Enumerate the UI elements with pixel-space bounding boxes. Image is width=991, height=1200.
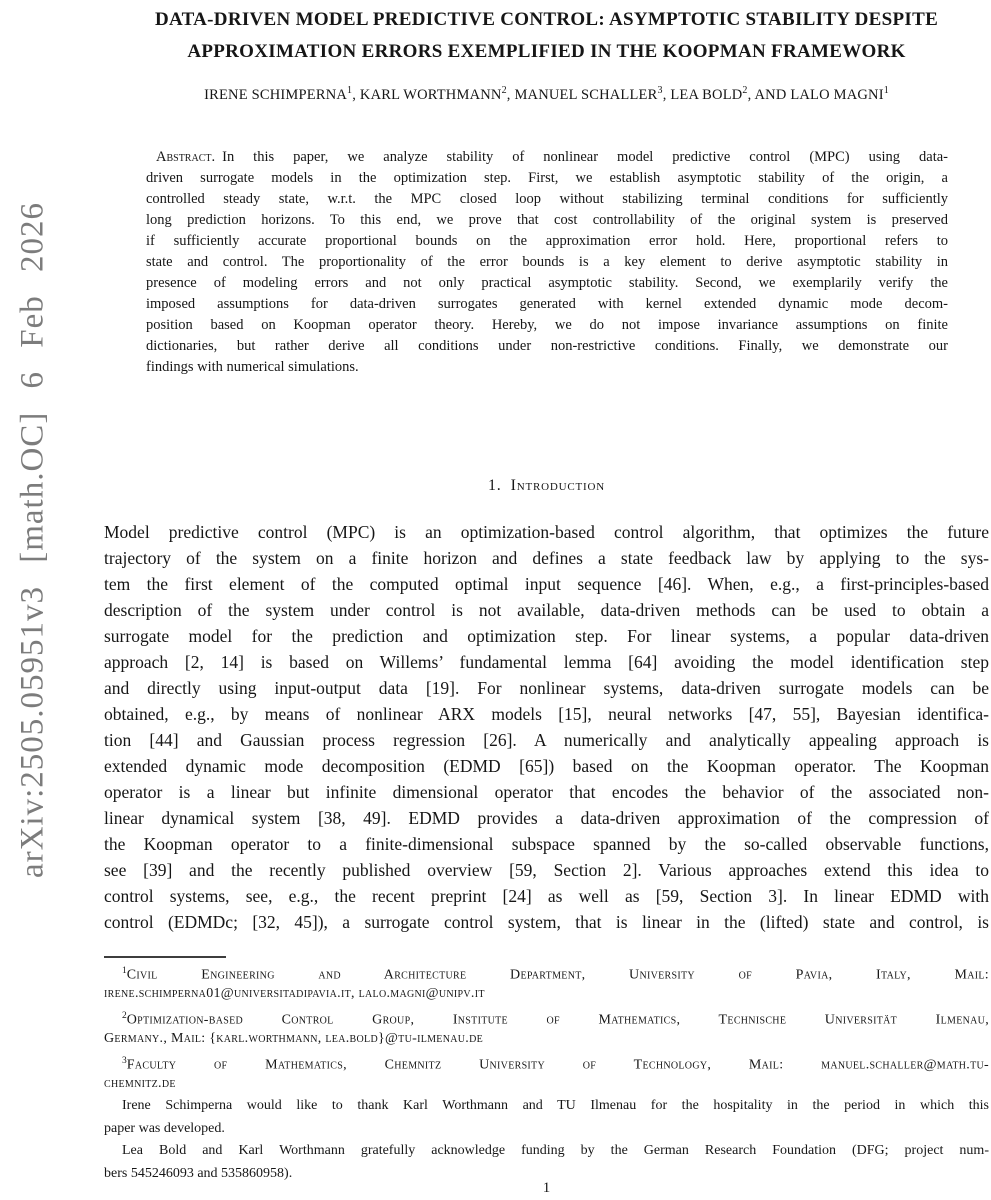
body-line: tion [44] and Gaussian process regression [26]. A numerically and analytically appealing approach is	[104, 730, 989, 750]
body-paragraph	[104, 519, 989, 935]
footnote-marker: 3	[122, 1056, 127, 1066]
footnote-line: irene.schimperna01@universitadipavia.it, lalo.magni@unipv.it	[104, 985, 485, 1001]
footnote-line: chemnitz.de	[104, 1075, 176, 1091]
footnote-line: Germany., Mail: {karl.worthmann, lea.bold}@tu-ilmenau.de	[104, 1030, 483, 1046]
body-line: control (EDMDc; [32, 45]), a surrogate control system, that is linear in the (lifted) state and control, is	[104, 912, 989, 932]
abstract-block	[146, 147, 948, 378]
footnote-marker: 1	[122, 966, 127, 976]
abstract-line: imposed assumptions for data-driven surrogates generated with kernel extended dynamic mode decom-	[146, 296, 948, 312]
footnote-line: Irene Schimperna would like to thank Karl Worthmann and TU Ilmenau for the hospitality in the period in which this	[122, 1098, 989, 1113]
footnote-line: Lea Bold and Karl Worthmann gratefully acknowledge funding by the German Research Foundation (DFG; project num-	[122, 1143, 989, 1158]
body-line: trajectory of the system on a finite horizon and defines a state feedback law by applying to the sys-	[104, 548, 989, 568]
authors-line: IRENE SCHIMPERNA$^1$, KARL WORTHMANN$^2$, MANUEL SCHALLER$^3$, LEA BOLD$^2$, AND LALO MAGNI$^1$	[204, 85, 889, 103]
abstract-line: controlled steady state, w.r.t. the MPC closed loop without stabilizing terminal conditions for sufficiently	[146, 191, 948, 207]
paper-title-line: APPROXIMATION ERRORS EXEMPLIFIED IN THE KOOPMAN FRAMEWORK	[187, 41, 906, 62]
footnote-line: $^3$Faculty of Mathematics, Chemnitz University of Technology, Mail: manuel.schaller@math.tu-	[122, 1056, 989, 1073]
body-line: surrogate model for the prediction and optimization step. For linear systems, a popular data-driven	[104, 626, 989, 646]
body-line: description of the system under control is not available, data-driven methods can be used to obtain a	[104, 600, 989, 620]
author-affiliation-marker: 3	[657, 85, 663, 96]
abstract-line: long prediction horizons. To this end, we prove that cost controllability of the original system is preserved	[146, 212, 948, 228]
abstract-line: if sufficiently accurate proportional bounds on the approximation error hold. Here, proportional refers to	[146, 233, 948, 249]
body-line: approach [2, 14] is based on Willems’ fundamental lemma [64] avoiding the model identification step	[104, 652, 989, 672]
body-line: and directly using input-output data [19]. For nonlinear systems, data-driven surrogate models can be	[104, 678, 989, 698]
abstract-line: Abstract. In this paper, we analyze stability of nonlinear model predictive control (MPC) using data-	[156, 149, 948, 165]
arxiv-watermark: arXiv:2505.05951v3 [math.OC] 6 Feb 2026	[14, 201, 51, 879]
footnote-line: $^1$Civil Engineering and Architecture Department, University of Pavia, Italy, Mail:	[122, 966, 989, 983]
abstract-line: state and control. The proportionality of the error bounds is a key element to derive asymptotic stability in	[146, 254, 948, 270]
body-line: see [39] and the recently published overview [59, Section 2]. Various approaches extend this idea to	[104, 860, 989, 880]
paper-title	[104, 4, 989, 68]
body-line: operator is a linear but infinite dimensional operator that encodes the behavior of the associated non-	[104, 782, 989, 802]
footnote-rule	[104, 956, 226, 958]
author-affiliation-marker: 1	[883, 85, 889, 96]
footnotes-block	[104, 960, 989, 1185]
page-number: 1	[542, 1180, 551, 1196]
author-affiliation-marker: 2	[501, 85, 507, 96]
abstract-line: findings with numerical simulations.	[146, 359, 359, 375]
abstract-line: position based on Koopman operator theory. Hereby, we do not impose invariance assumptions on finite	[146, 317, 948, 333]
abstract-line: driven surrogate models in the optimization step. First, we establish asymptotic stability of the origin, a	[146, 170, 948, 186]
paper-title-line: DATA-DRIVEN MODEL PREDICTIVE CONTROL: ASYMPTOTIC STABILITY DESPITE	[154, 9, 939, 30]
footnote-line: $^2$Optimization-based Control Group, Institute of Mathematics, Technische Universität Ilmenau,	[122, 1011, 989, 1028]
author-affiliation-marker: 1	[347, 85, 353, 96]
body-line: the Koopman operator to a finite-dimensional subspace spanned by the so-called observable functions,	[104, 834, 989, 854]
body-line: control systems, see, e.g., the recent preprint [24] as well as [59, Section 3]. In linear EDMD with	[104, 886, 989, 906]
abstract-line: dictionaries, but rather derive all conditions under non-restrictive conditions. Finally, we demonstrate our	[146, 338, 948, 354]
footnote-marker: 2	[122, 1011, 127, 1021]
section-heading	[104, 477, 989, 495]
footnote-line: bers 545246093 and 535860958).	[104, 1165, 293, 1181]
body-line: extended dynamic mode decomposition (EDMD [65]) based on the Koopman operator. The Koopman	[104, 756, 989, 776]
abstract-label: Abstract.	[156, 149, 216, 165]
author-affiliation-marker: 2	[742, 85, 748, 96]
body-line: Model predictive control (MPC) is an optimization-based control algorithm, that optimizes the future	[104, 522, 989, 542]
body-line: obtained, e.g., by means of nonlinear ARX models [15], neural networks [47, 55], Bayesian identifica-	[104, 704, 989, 724]
footnote-line: paper was developed.	[104, 1120, 225, 1136]
section-title: Introduction	[510, 477, 605, 494]
abstract-line: presence of modeling errors and not only practical asymptotic stability. Second, we exemplarily verify the	[146, 275, 948, 291]
body-line: tem the first element of the computed optimal input sequence [46]. When, e.g., a first-principles-based	[104, 574, 989, 594]
section-number: 1.	[488, 477, 502, 494]
body-line: linear dynamical system [38, 49]. EDMD provides a data-driven approximation of the compression of	[104, 808, 989, 828]
